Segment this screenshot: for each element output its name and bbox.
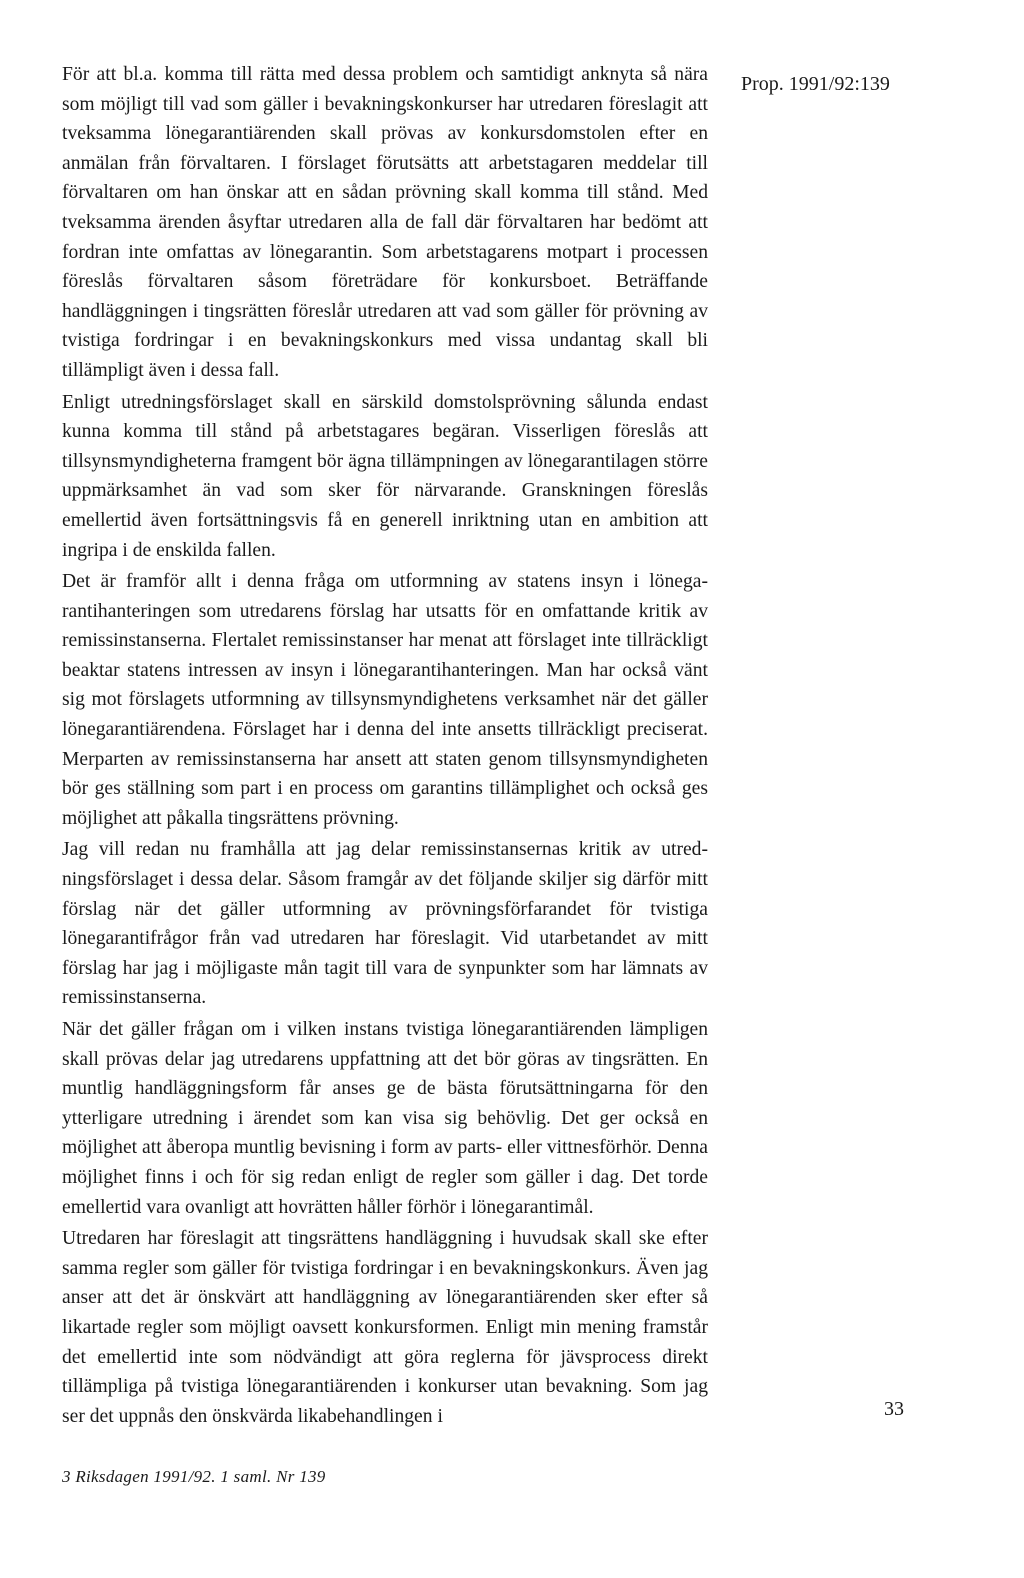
paragraph-3: Det är framför allt i denna fråga om utformning av statens insyn i lönegarantihanteringen som utredarens förslag har utsatts för en omfattande kritik av remissinstanserna. Flertalet remissinstanser har menat att förslaget inte tillräckligt beaktar statens intressen av insyn i lönegarantihanteringen. Man har också vänt sig mot förslagets utformning av tillsynsmyndighetens verksamhet när det gäller lönegarantiärendena. Förslaget har i denna del inte ansetts tillräckligt preciserat. Merparten av remissinstanserna har ansett att staten genom tillsynsmyndigheten bör ges ställning som part i en process om garantins tillämplighet och också ges möjlighet att påkalla tingsrättens prövning.	[62, 571, 708, 829]
body-text	[62, 60, 708, 1431]
footer-note: 3 Riksdagen 1991/92. 1 saml. Nr 139	[62, 1467, 326, 1486]
paragraph-1: För att bl.a. komma till rätta med dessa problem och samtidigt anknyta så nära som möjligt till vad som gäller i bevakningskonkurser har utredaren föreslagit att tveksamma lönegarantiärenden skall prövas av konkursdomstolen efter en anmälan från förvaltaren. I förslaget förutsätts att arbetstagaren meddelar till förvaltaren om han önskar att en sådan prövning skall komma till stånd. Med tveksamma ärenden åsyftar utredaren alla de fall där förvaltaren har bedömt att fordran inte omfattas av lönegarantin. Som arbetstagarens motpart i processen föreslås förvaltaren såsom företrädare för konkursboet. Beträffande handläggningen i tingsrätten föreslår utredaren att vad som gäller för prövning av tvistiga fordringar i en bevakningskonkurs med vissa undantag skall bli tillämpligt även i dessa fall.	[62, 64, 708, 381]
page-number: 33	[884, 1398, 904, 1420]
paragraph-4: Jag vill redan nu framhålla att jag delar remissinstansernas kritik av utredningsförslaget i dessa delar. Såsom framgår av det följande skiljer sig därför mitt förslag när det gäller utformning av prövningsförfarandet för tvistiga lönegarantifrågor från vad utredaren har föreslagit. Vid utarbetandet av mitt förslag har jag i möjligaste mån tagit till vara de synpunkter som har lämnats av remissinstanserna.	[62, 839, 708, 1009]
paragraph-2: Enligt utredningsförslaget skall en särskild domstolsprövning sålunda endast kunna komma till stånd på arbetstagares begäran. Visserligen föreslås att tillsynsmyndigheterna framgent bör ägna tillämpningen av lönegarantilagen större uppmärksamhet än vad som sker för närvarande. Granskningen föreslås emellertid även fortsättningsvis få en generell inriktning utan en ambition att ingripa i de enskilda fallen.	[62, 391, 708, 561]
paragraph-6: Utredaren har föreslagit att tingsrättens handläggning i huvudsak skall ske efter samma regler som gäller för tvistiga fordringar i en bevakningskonkurs. Även jag anser att det är önskvärt att handläggning av lönegarantiärenden sker efter så likartade regler som möjligt oavsett konkursformen. Enligt min mening framstår det emellertid inte som nödvändigt att göra reglerna för jävsprocess direkt tillämpliga på tvistiga lönegarantiärenden i konkurser utan bevakning. Som jag ser det uppnås den önskvärda likabehandlingen i	[62, 1228, 708, 1427]
prop-reference: Prop. 1991/92:139	[741, 73, 890, 95]
paragraph-5: När det gäller frågan om i vilken instans tvistiga lönegarantiärenden lämpligen skall prövas delar jag utredarens uppfattning att det bör göras av tingsrätten. En muntlig handläggningsform får anses ge de bästa förutsättningarna för den ytterligare utredning i ärendet som kan visa sig behövlig. Det ger också en möjlighet att åberopa muntlig bevisning i form av parts- eller vittnesförhör. Denna möjlighet finns i och för sig redan enligt de regler som gäller i dag. Det torde emellertid vara ovanligt att hovrätten håller förhör i lönegarantimål.	[62, 1019, 708, 1218]
